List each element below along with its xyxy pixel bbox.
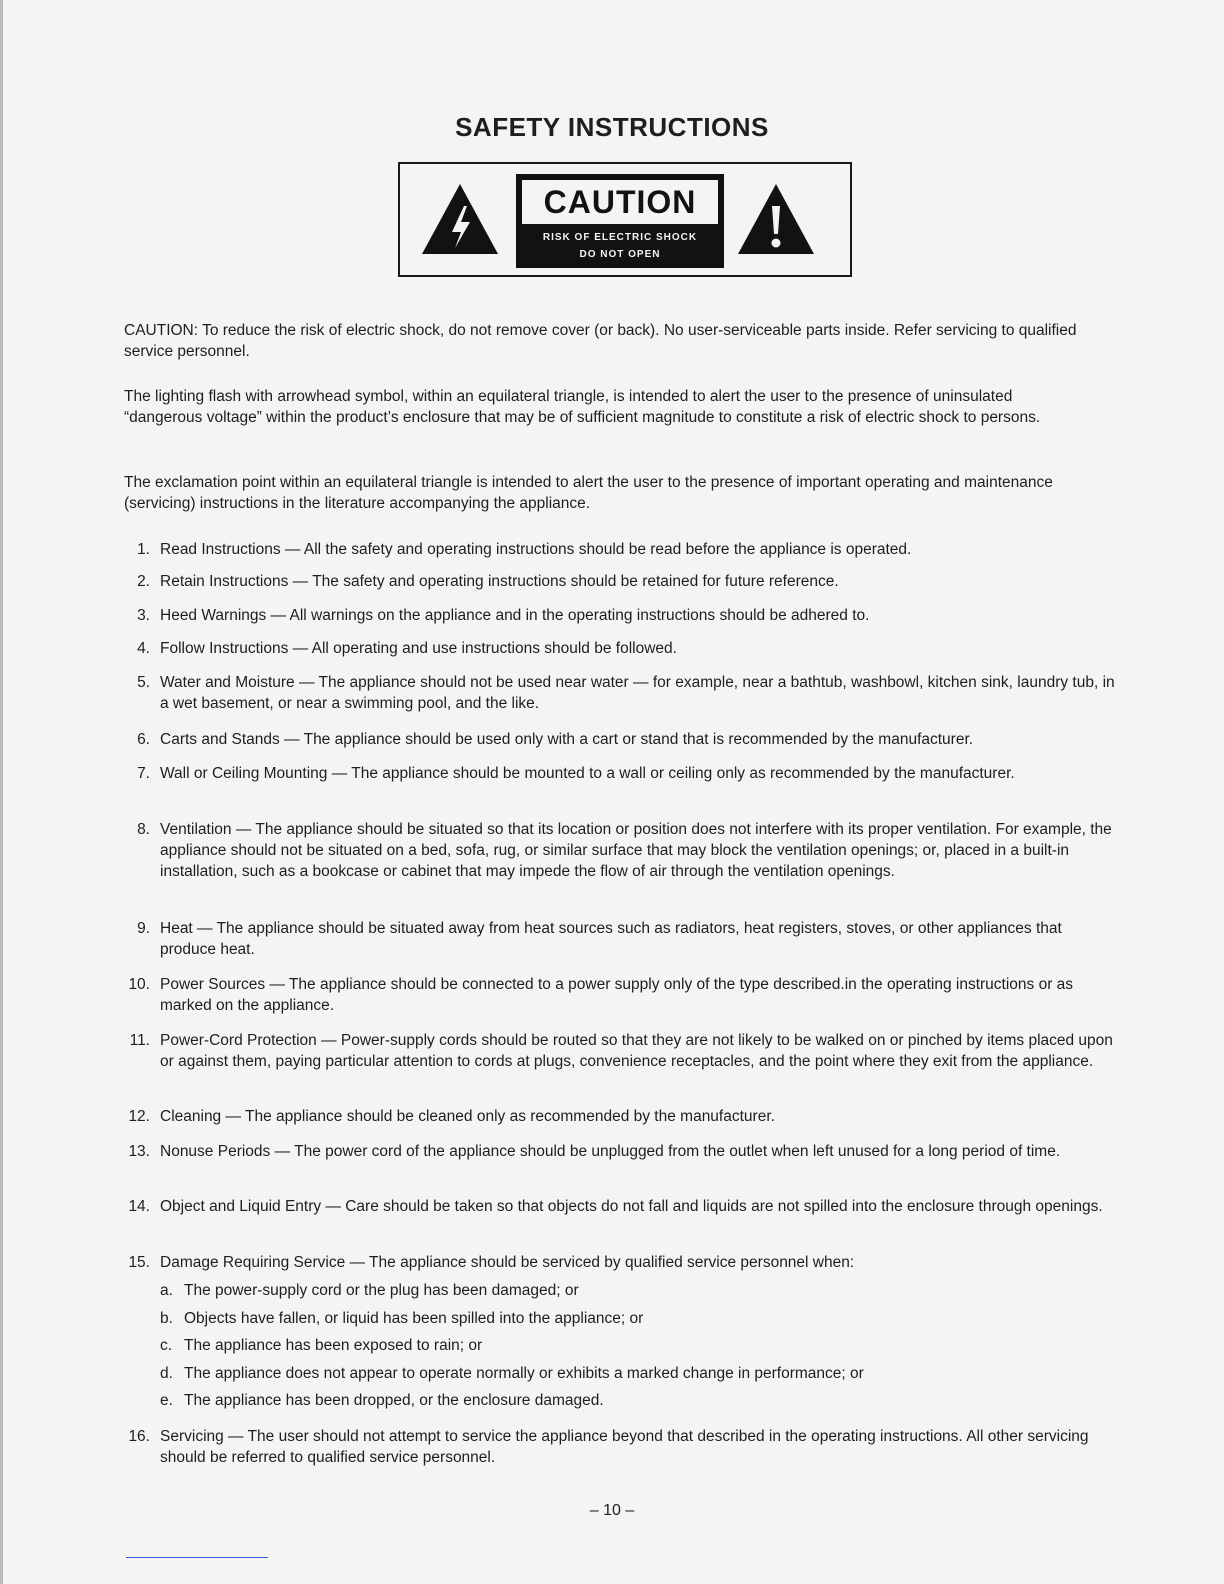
item-text: Damage Requiring Service — The appliance should be serviced by qualified service personnel when: [160,1254,855,1271]
item-number: 4. [137,640,150,657]
item-number: 11. [129,1032,150,1049]
item-text: Heed Warnings — All warnings on the appliance and in the operating instructions should be adhered to. [160,607,870,624]
exclamation-triangle-icon [736,182,816,256]
caution-label [516,174,724,268]
item-text: Heat — The appliance should be situated away from heat sources such as radiators, heat registers, stoves, or other appliances that produce heat. [160,920,1062,958]
item-text: Follow Instructions — All operating and use instructions should be followed. [160,640,677,657]
page-title: SAFETY INSTRUCTIONS [455,112,769,142]
sub-item-text: The appliance has been dropped, or the enclosure damaged. [184,1392,604,1409]
item-text: Object and Liquid Entry — Care should be taken so that objects do not fall and liquids are not spilled into the enclosure through openings. [160,1198,1103,1215]
caution-line-risk: RISK OF ELECTRIC SHOCK [542,232,698,243]
item-number: 15. [128,1254,150,1271]
exclamation-symbol-paragraph: The exclamation point within an equilateral triangle is intended to alert the user to the presence of important operating and maintenance (servicing) instructions in the literature accompanying the appliance. [124,474,1053,512]
item-number: 9. [137,920,150,937]
item-number: 13. [128,1143,150,1160]
item-number: 3. [137,607,150,624]
caution-paragraph: CAUTION: To reduce the risk of electric shock, do not remove cover (or back). No user-serviceable parts inside. Refer servicing to qualified service personnel. [124,322,1077,360]
sub-item-text: The power-supply cord or the plug has been damaged; or [184,1282,579,1299]
item-text: Servicing — The user should not attempt to service the appliance beyond that described in the operating instructions. All other servicing should be referred to qualified service personnel. [160,1428,1089,1466]
scan-mark-line [126,1557,268,1558]
item-number: 1. [137,541,150,558]
item-text: Power-Cord Protection — Power-supply cords should be routed so that they are not likely to be walked on or pinched by items placed upon or against them, paying particular attention to cords at plugs, convenience receptacles, and the point where they exit from the appliance. [160,1032,1113,1070]
item-text: Carts and Stands — The appliance should be used only with a cart or stand that is recommended by the manufacturer. [160,731,974,748]
item-number: 14. [128,1198,150,1215]
item-text: Cleaning — The appliance should be cleaned only as recommended by the manufacturer. [160,1108,775,1125]
item-text: Water and Moisture — The appliance should not be used near water — for example, near a bathtub, washbowl, kitchen sink, laundry tub, in a wet basement, or near a swimming pool, and the like. [160,674,1115,712]
item-number: 7. [137,765,150,782]
page-number: – 10 – [589,1502,635,1519]
item-text: Power Sources — The appliance should be connected to a power supply only of the type described.in the operating instructions or as marked on the appliance. [160,976,1074,1014]
caution-heading: CAUTION [522,180,718,224]
item-number: 6. [137,731,150,748]
sub-item-letter: b. [160,1310,173,1327]
item-number: 16. [128,1428,150,1445]
sub-item-text: Objects have fallen, or liquid has been spilled into the appliance; or [184,1310,644,1327]
item-number: 8. [137,821,150,838]
sub-item-text: The appliance does not appear to operate normally or exhibits a marked change in performance; or [184,1365,864,1382]
sub-item-letter: c. [160,1337,173,1354]
sub-item-letter: a. [160,1282,173,1299]
page-edge [0,0,3,1584]
item-text: Ventilation — The appliance should be situated so that its location or position does not interfere with its proper ventilation. For example, the appliance should not be situated on a bed, sofa, rug, or similar surface that may block the ventilation openings; or, placed in a built-in installation, such as a bookcase or cabinet that may impede the flow of air through the ventilation openings. [160,821,1112,880]
item-text: Wall or Ceiling Mounting — The appliance should be mounted to a wall or ceiling only as recommended by the manufacturer. [160,765,1015,782]
lightning-symbol-paragraph: The lighting flash with arrowhead symbol, within an equilateral triangle, is intended to alert the user to the presence of uninsulated “dangerous voltage” within the product’s enclosure that may be of sufficient magnitude to constitute a risk of electric shock to persons. [124,388,1041,426]
caution-line-do-not-open: DO NOT OPEN [579,249,661,260]
sub-item-letter: e. [160,1392,173,1409]
lightning-triangle-icon [420,182,500,256]
item-number: 5. [137,674,150,691]
item-text: Read Instructions — All the safety and operating instructions should be read before the appliance is operated. [160,541,912,558]
item-text: Nonuse Periods — The power cord of the appliance should be unplugged from the outlet when left unused for a long period of time. [160,1143,1061,1160]
item-number: 2. [137,573,150,590]
caution-label-box [398,162,852,277]
item-number: 12. [128,1108,150,1125]
sub-item-letter: d. [160,1365,173,1382]
sub-item-text: The appliance has been exposed to rain; or [184,1337,483,1354]
item-number: 10. [128,976,150,993]
item-text: Retain Instructions — The safety and operating instructions should be retained for future reference. [160,573,839,590]
